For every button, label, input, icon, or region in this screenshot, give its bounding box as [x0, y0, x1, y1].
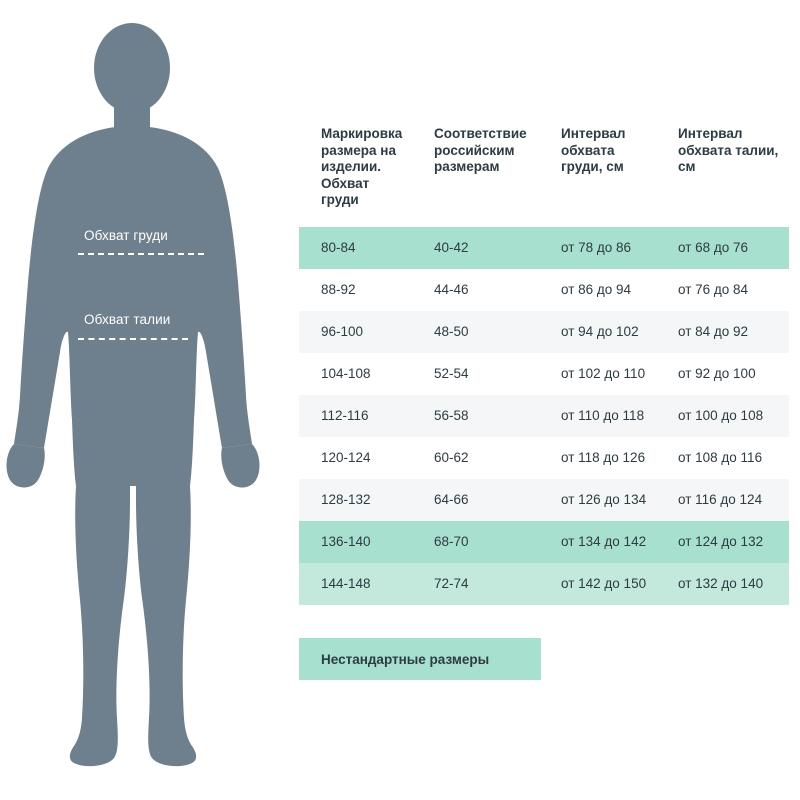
column-header-russian-size: Соответствие российским размерам	[412, 112, 539, 227]
table-row	[299, 353, 789, 395]
size-table-body	[299, 227, 789, 605]
nonstandard-sizes-note[interactable]	[299, 638, 541, 680]
table-cell: 136-140	[299, 521, 412, 563]
table-cell: от 142 до 150	[539, 563, 656, 605]
table-header-row	[299, 112, 789, 227]
size-table-container	[299, 112, 789, 605]
table-row	[299, 479, 789, 521]
table-cell: от 86 до 94	[539, 269, 656, 311]
table-cell: 48-50	[412, 311, 539, 353]
table-cell: от 132 до 140	[656, 563, 789, 605]
chest-measure-label: Обхват груди	[84, 228, 168, 243]
table-cell: от 108 до 116	[656, 437, 789, 479]
table-row	[299, 563, 789, 605]
table-cell: 44-46	[412, 269, 539, 311]
size-table	[299, 112, 789, 605]
table-cell: от 134 до 142	[539, 521, 656, 563]
table-row	[299, 311, 789, 353]
table-cell: от 92 до 100	[656, 353, 789, 395]
table-cell: 72-74	[412, 563, 539, 605]
table-cell: от 84 до 92	[656, 311, 789, 353]
table-cell: 64-66	[412, 479, 539, 521]
table-cell: 96-100	[299, 311, 412, 353]
table-row	[299, 437, 789, 479]
table-cell: от 110 до 118	[539, 395, 656, 437]
table-cell: от 118 до 126	[539, 437, 656, 479]
body-figure	[0, 0, 290, 800]
table-cell: от 68 до 76	[656, 227, 789, 269]
table-cell: 56-58	[412, 395, 539, 437]
waist-measure-label: Обхват талии	[84, 312, 171, 327]
table-cell: 88-92	[299, 269, 412, 311]
table-cell: от 76 до 84	[656, 269, 789, 311]
table-row	[299, 269, 789, 311]
table-cell: от 100 до 108	[656, 395, 789, 437]
table-cell: 120-124	[299, 437, 412, 479]
nonstandard-sizes-label: Нестандартные размеры	[321, 651, 490, 667]
chest-measure-line	[78, 253, 204, 255]
table-row	[299, 521, 789, 563]
table-cell: от 126 до 134	[539, 479, 656, 521]
table-cell: от 94 до 102	[539, 311, 656, 353]
table-cell: 60-62	[412, 437, 539, 479]
waist-measure-line	[78, 338, 188, 340]
table-cell: от 78 до 86	[539, 227, 656, 269]
size-table-head	[299, 112, 789, 227]
column-header-chest-range: Интервал обхвата груди, см	[539, 112, 656, 227]
table-cell: 104-108	[299, 353, 412, 395]
table-cell: от 102 до 110	[539, 353, 656, 395]
table-cell: 52-54	[412, 353, 539, 395]
table-cell: 144-148	[299, 563, 412, 605]
table-cell: 112-116	[299, 395, 412, 437]
table-cell: 40-42	[412, 227, 539, 269]
table-cell: 128-132	[299, 479, 412, 521]
table-cell: от 124 до 132	[656, 521, 789, 563]
table-cell: 68-70	[412, 521, 539, 563]
body-silhouette-icon	[0, 0, 290, 800]
table-cell: 80-84	[299, 227, 412, 269]
table-row	[299, 395, 789, 437]
table-cell: от 116 до 124	[656, 479, 789, 521]
column-header-marking: Маркировка размера на изделии. Обхват груди	[299, 112, 412, 227]
column-header-waist-range: Интервал обхвата талии, см	[656, 112, 789, 227]
table-row	[299, 227, 789, 269]
